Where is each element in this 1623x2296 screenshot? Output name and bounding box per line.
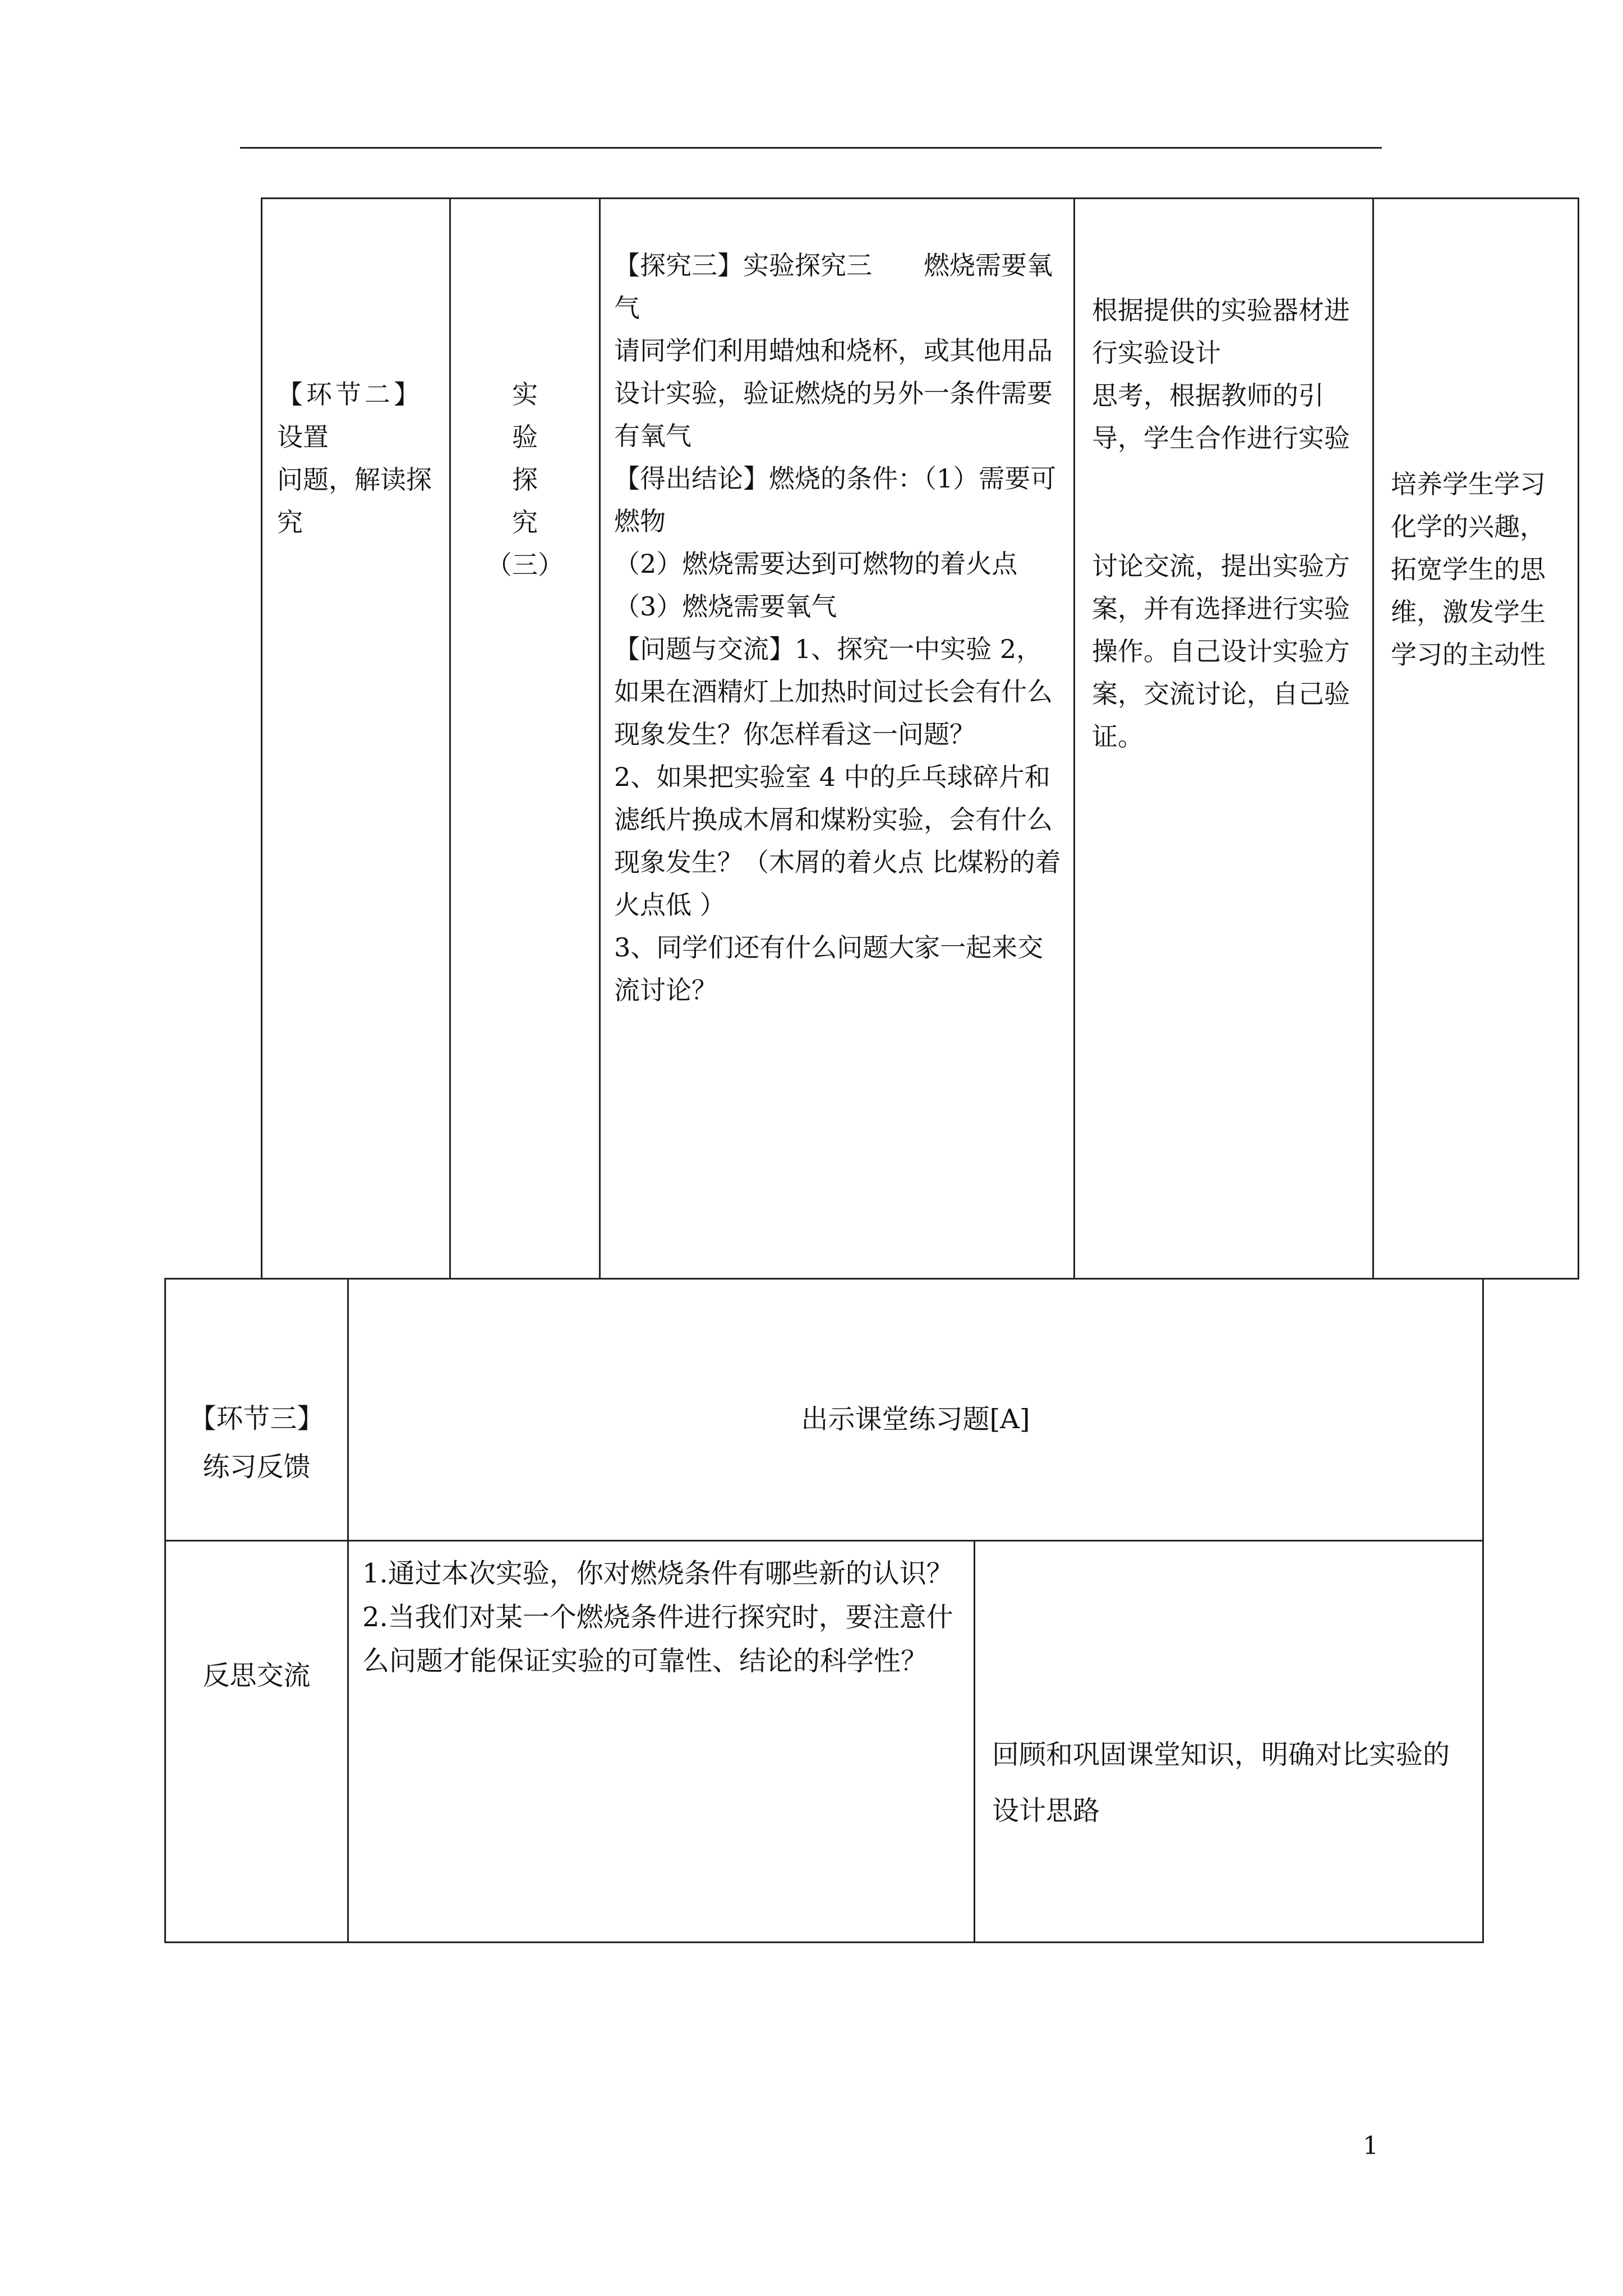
content-line: 2、如果把实验室 4 中的乒乓球碎片和滤纸片换成木屑和煤粉实验，会有什么现象发生？（木屑的着火点 比煤粉的着火点低 ） bbox=[614, 762, 1061, 920]
lesson-table-section-two bbox=[261, 197, 1579, 1280]
content-line: （2）燃烧需要达到可燃物的着火点 bbox=[614, 549, 1018, 579]
activity-name-char: 验 bbox=[512, 422, 538, 452]
lesson-table-section-three bbox=[164, 1278, 1484, 1943]
phase-line: 问题，解读探究 bbox=[277, 464, 432, 537]
activity-name-char: 探 bbox=[512, 464, 538, 495]
design-intent: 培养学生学习化学的兴趣，拓宽学生的思维，激发学生学习的主动性 bbox=[1391, 469, 1546, 670]
activity-name-cell bbox=[450, 199, 600, 1279]
practice-phase-cell bbox=[165, 1279, 348, 1541]
practice-phase-label: 【环节三】 bbox=[189, 1403, 324, 1434]
content-line: （3）燃烧需要氧气 bbox=[614, 591, 837, 622]
content-line: 请同学们利用蜡烛和烧杯，或其他用品设计实验，验证燃烧的另外一条件需要有氧气 bbox=[614, 335, 1053, 451]
content-line: 3、同学们还有什么问题大家一起来交流讨论？ bbox=[614, 932, 1044, 1005]
page-number: 1 bbox=[1363, 2132, 1378, 2160]
header-rule bbox=[240, 147, 1382, 149]
reflection-goal: 回顾和巩固课堂知识，明确对比实验的设计思路 bbox=[992, 1739, 1450, 1826]
practice-phase-sub: 练习反馈 bbox=[202, 1451, 311, 1483]
student-line: 根据提供的实验器材进行实验设计 bbox=[1092, 295, 1350, 368]
content-line: 【得出结论】燃烧的条件：（1）需要可燃物 bbox=[614, 463, 1057, 536]
phase-line: 设置 bbox=[277, 422, 329, 452]
phase-cell bbox=[262, 199, 450, 1279]
reflection-label-cell bbox=[165, 1541, 348, 1943]
student-line: 讨论交流，提出实验方案，并有选择进行实验操作。自己设计实验方案，交流讨论，自己验证。 bbox=[1092, 551, 1350, 752]
exercise-cell bbox=[348, 1279, 1483, 1541]
student-activity-cell bbox=[1075, 199, 1373, 1279]
content-line: 【探究三】实验探究三 燃烧需要氧气 bbox=[614, 250, 1053, 323]
activity-name-char: 实 bbox=[512, 379, 538, 409]
reflection-question: 1.通过本次实验，你对燃烧条件有哪些新的认识？ bbox=[362, 1558, 953, 1589]
teacher-activity-cell bbox=[600, 199, 1075, 1279]
content-line: 【问题与交流】1、探究一中实验 2，如果在酒精灯上加热时间过长会有什么现象发生？你怎样看这一问题？ bbox=[614, 634, 1053, 749]
design-intent-cell bbox=[1373, 199, 1579, 1279]
student-spacer bbox=[1092, 459, 1360, 545]
student-line: 思考，根据教师的引导，学生合作进行实验 bbox=[1092, 380, 1350, 453]
reflection-questions-cell bbox=[348, 1541, 975, 1943]
reflection-label: 反思交流 bbox=[202, 1660, 311, 1691]
phase-label: 【环节二】 bbox=[277, 379, 423, 409]
reflection-goal-cell bbox=[975, 1541, 1483, 1943]
activity-name-char: （三） bbox=[486, 550, 564, 580]
reflection-question: 2.当我们对某一个燃烧条件进行探究时，要注意什么问题才能保证实验的可靠性、结论的科学性？ bbox=[362, 1602, 953, 1677]
activity-name-char: 究 bbox=[512, 507, 538, 537]
exercise-text: 出示课堂练习题[A] bbox=[801, 1404, 1030, 1435]
